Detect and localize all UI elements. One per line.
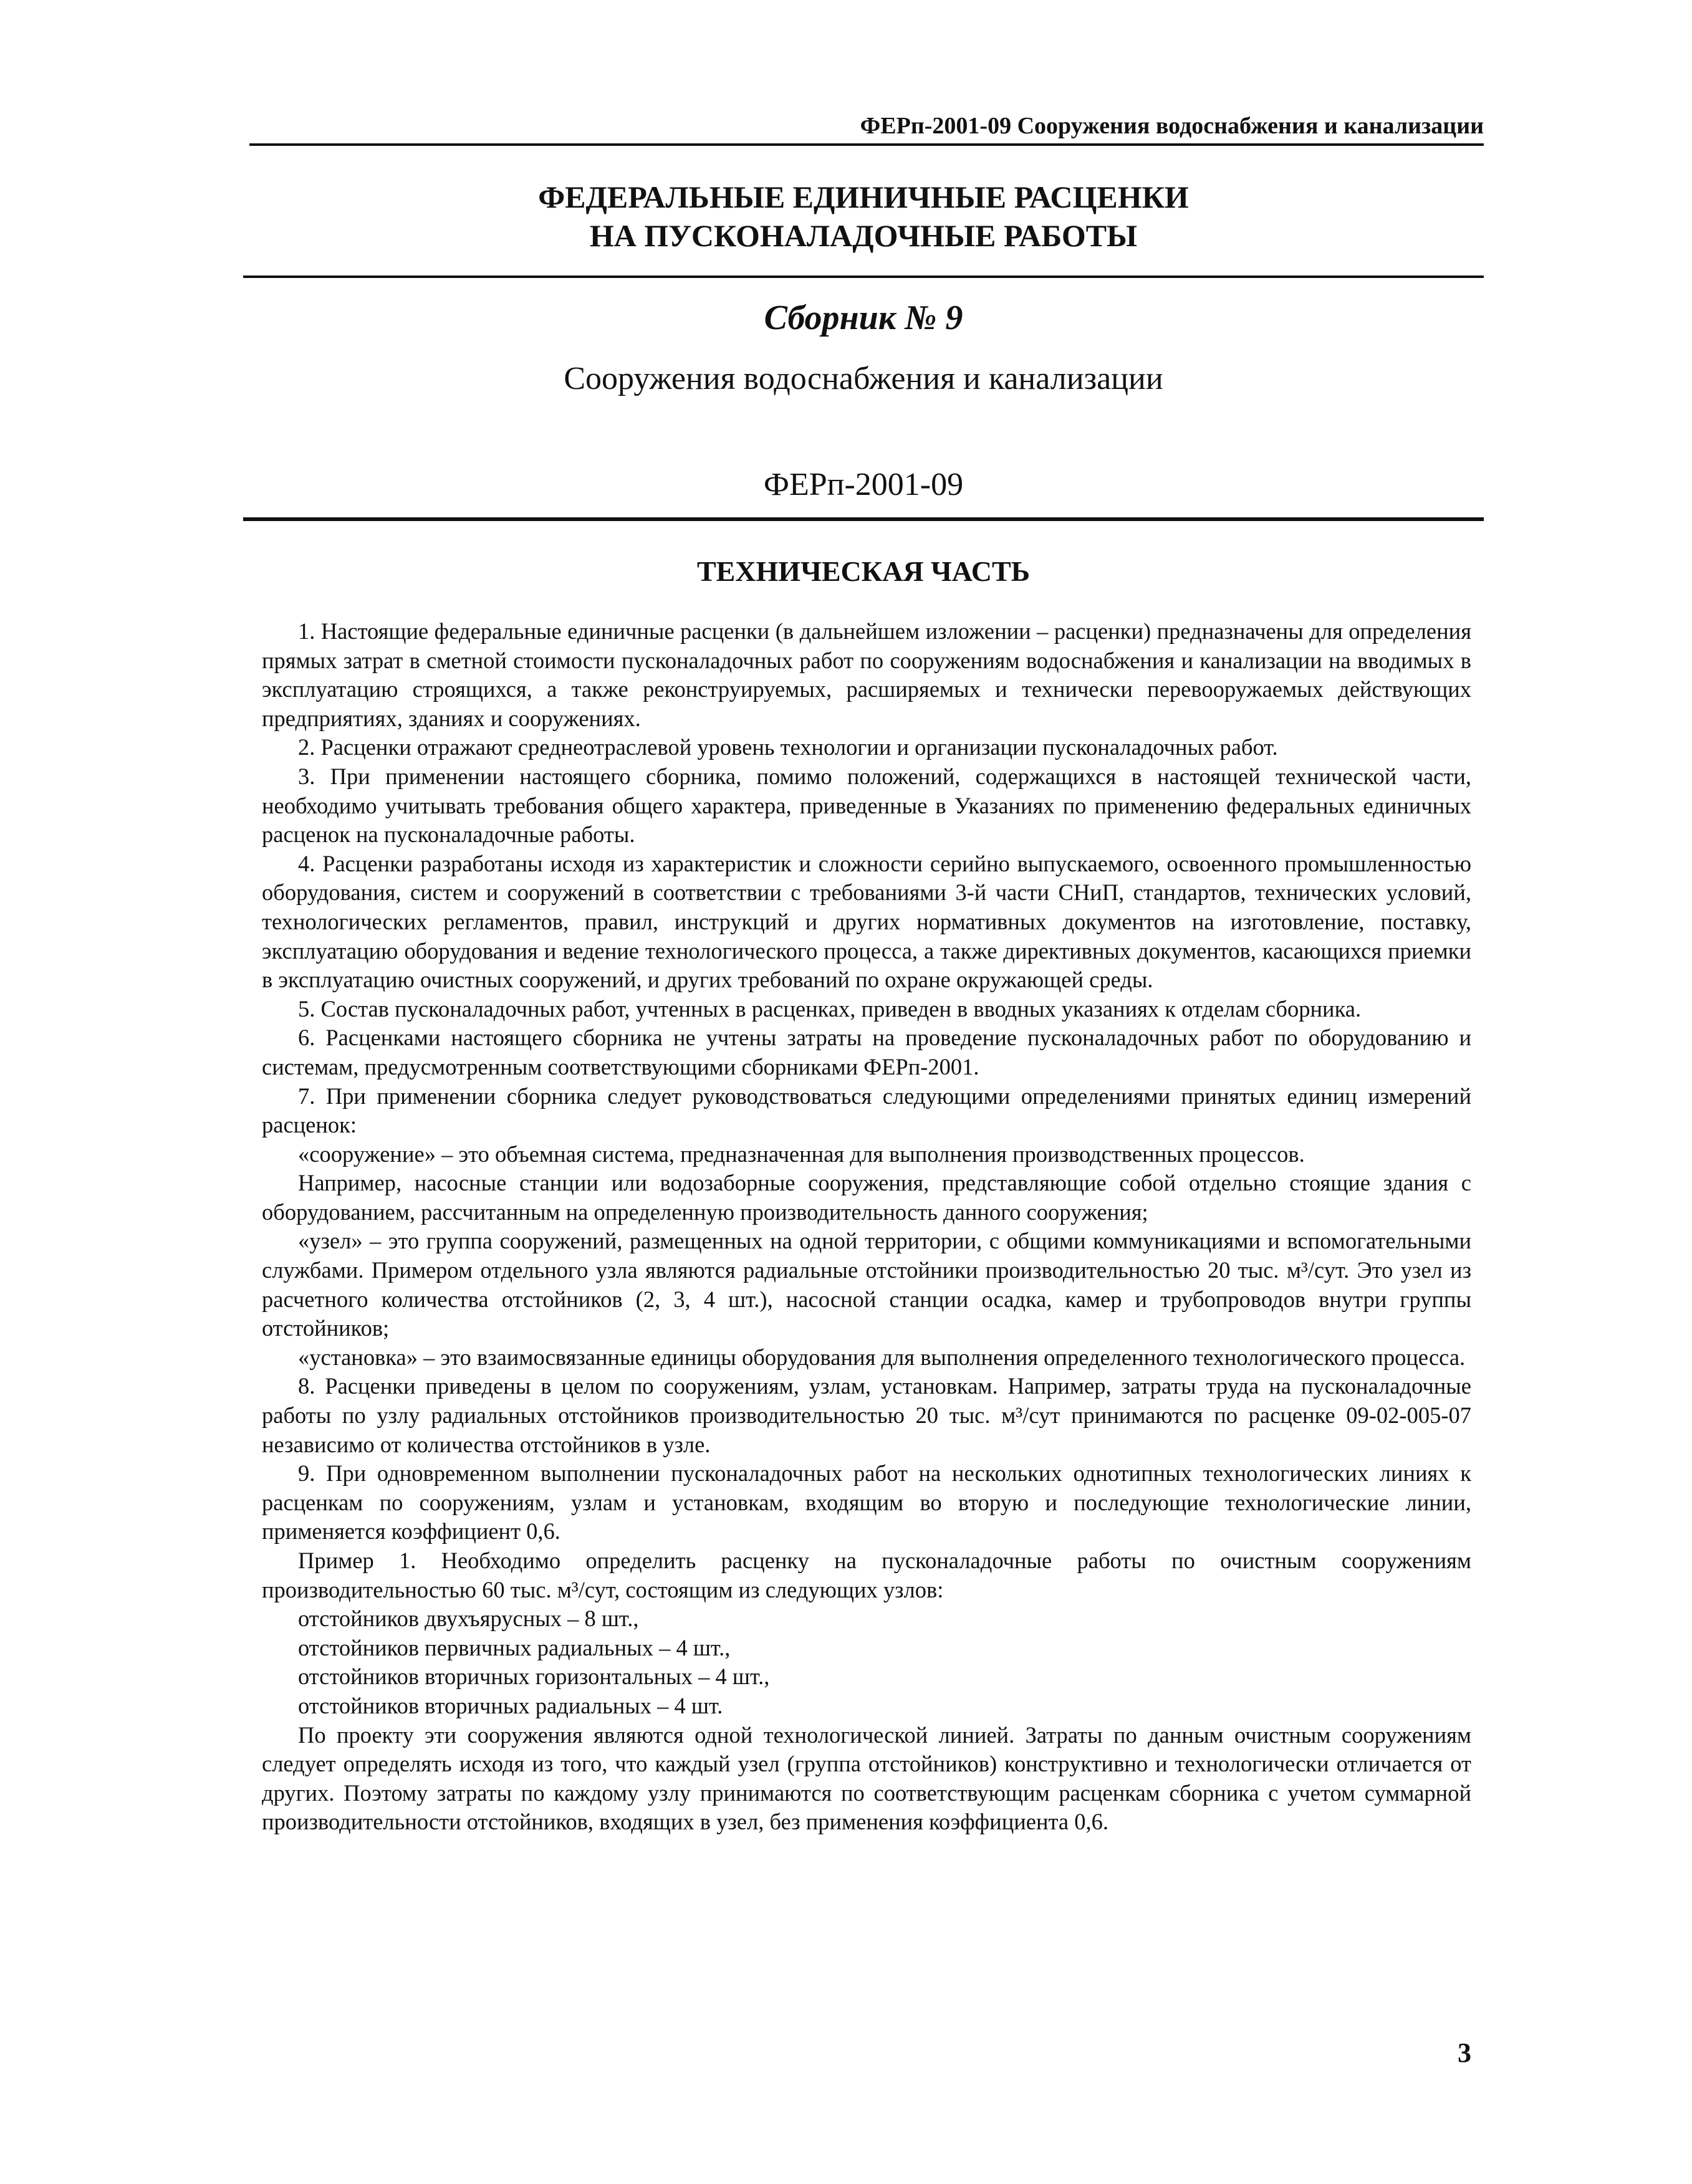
title-line-1: ФЕДЕРАЛЬНЫЕ ЕДИНИЧНЫЕ РАСЦЕНКИ (538, 180, 1189, 214)
closing-paragraph: По проекту эти сооружения являются одной технологической линией. Затраты по данным очистным сооружениям следует определять исходя из того, что каждый узел (группа отстойников) конструктивно и технологически отличается от других. Поэтому затраты по каждому узлу принимаются по соответствующим расценкам сборника с учетом суммарной производительности отстойников, входящих в узел, без применения коэффициента 0,6. (262, 1722, 1471, 1835)
list-item: отстойников первичных радиальных – 4 шт., (298, 1634, 731, 1660)
paragraph: 5. Состав пусконаладочных работ, учтенных в расценках, приведен в вводных указаниях к отделам сборника. (298, 995, 1362, 1022)
body-text (262, 617, 1471, 1837)
title-line-2: НА ПУСКОНАЛАДОЧНЫЕ РАБОТЫ (589, 218, 1138, 253)
list-item: отстойников вторичных горизонтальных – 4 шт., (298, 1664, 770, 1690)
page-number: 3 (1458, 2038, 1471, 2068)
paragraph: «узел» – это группа сооружений, размещенных на одной территории, с общими коммуникациями и вспомогательными службами. Примером отдельного узла являются радиальные отстойники производительностью 20 тыс. м³/сут. Это узел из расчетного количества отстойников (2, 3, 4 шт.), насосной станции осадка, камер и трубопроводов внутри группы отстойников; (262, 1228, 1471, 1341)
title-divider (243, 275, 1484, 278)
paragraph: «установка» – это взаимосвязанные единицы оборудования для выполнения определенного технологического процесса. (298, 1344, 1466, 1370)
paragraph: Пример 1. Необходимо определить расценку на пусконаладочные работы по очистным сооружениям производительностью 60 тыс. м³/сут, состоящим из следующих узлов: (262, 1548, 1471, 1602)
code-divider (243, 517, 1484, 521)
document-title (243, 178, 1484, 255)
paragraph: Например, насосные станции или водозаборные сооружения, представляющие собой отдельно стоящие здания с оборудованием, рассчитанным на определенную производительность данного сооружения; (262, 1170, 1471, 1225)
section-heading: ТЕХНИЧЕСКАЯ ЧАСТЬ (696, 555, 1031, 587)
collection-subject: Сооружения водоснабжения и канализации (564, 361, 1163, 396)
document-code: ФЕРп-2001-09 (763, 467, 964, 502)
paragraph: «сооружение» – это объемная система, предназначенная для выполнения производственных процессов. (298, 1141, 1305, 1167)
list-item: отстойников двухъярусных – 8 шт., (298, 1606, 639, 1632)
paragraph: 3. При применении настоящего сборника, помимо положений, содержащихся в настоящей технической части, необходимо учитывать требования общего характера, приведенные в Указаниях по применению федеральных единичных расценок на пусконаладочные работы. (262, 763, 1471, 848)
paragraph: 1. Настоящие федеральные единичные расценки (в дальнейшем изложении – расценки) предназначены для определения прямых затрат в сметной стоимости пусконаладочных работ по сооружениям водоснабжения и канализации на вводимых в эксплуатацию строящихся, а также реконструируемых, расширяемых и технически перевооружаемых действующих предприятиях, зданиях и сооружениях. (262, 618, 1471, 731)
list-item: отстойников вторичных радиальных – 4 шт. (298, 1692, 723, 1718)
paragraph: 2. Расценки отражают среднеотраслевой уровень технологии и организации пусконаладочных работ. (298, 734, 1278, 760)
paragraph: 6. Расценками настоящего сборника не учтены затраты на проведение пусконаладочных работ по оборудованию и системам, предусмотренным соответствующими сборниками ФЕРп-2001. (262, 1025, 1471, 1080)
paragraph: 8. Расценки приведены в целом по сооружениям, узлам, установкам. Например, затраты труда на пусконаладочные работы по узлу радиальных отстойников производительностью 20 тыс. м³/сут принимаются по расценке 09-02-005-07 независимо от количества отстойников в узле. (262, 1373, 1471, 1457)
paragraph: 7. При применении сборника следует руководствоваться следующими определениями принятых единиц измерений расценок: (262, 1083, 1471, 1138)
paragraph: 9. При одновременном выполнении пусконаладочных работ на нескольких однотипных технологических линиях к расценкам по сооружениям, узлам и установкам, входящим во вторую и последующие технологические линии, применяется коэффициент 0,6. (262, 1460, 1471, 1545)
paragraph: 4. Расценки разработаны исходя из характеристик и сложности серийно выпускаемого, освоенного промышленностью оборудования, систем и сооружений в соответствии с требованиями 3-й части СНиП, стандартов, технических условий, технологических регламентов, правил, инструкций и других нормативных документов на изготовление, поставку, эксплуатацию оборудования и ведение технологического процесса, а также директивных документов, касающихся приемки в эксплуатацию очистных сооружений, и других требований по охране окружающей среды. (262, 850, 1471, 993)
running-header: ФЕРп-2001-09 Сооружения водоснабжения и канализации (249, 112, 1484, 146)
collection-number: Сборник № 9 (764, 299, 963, 337)
